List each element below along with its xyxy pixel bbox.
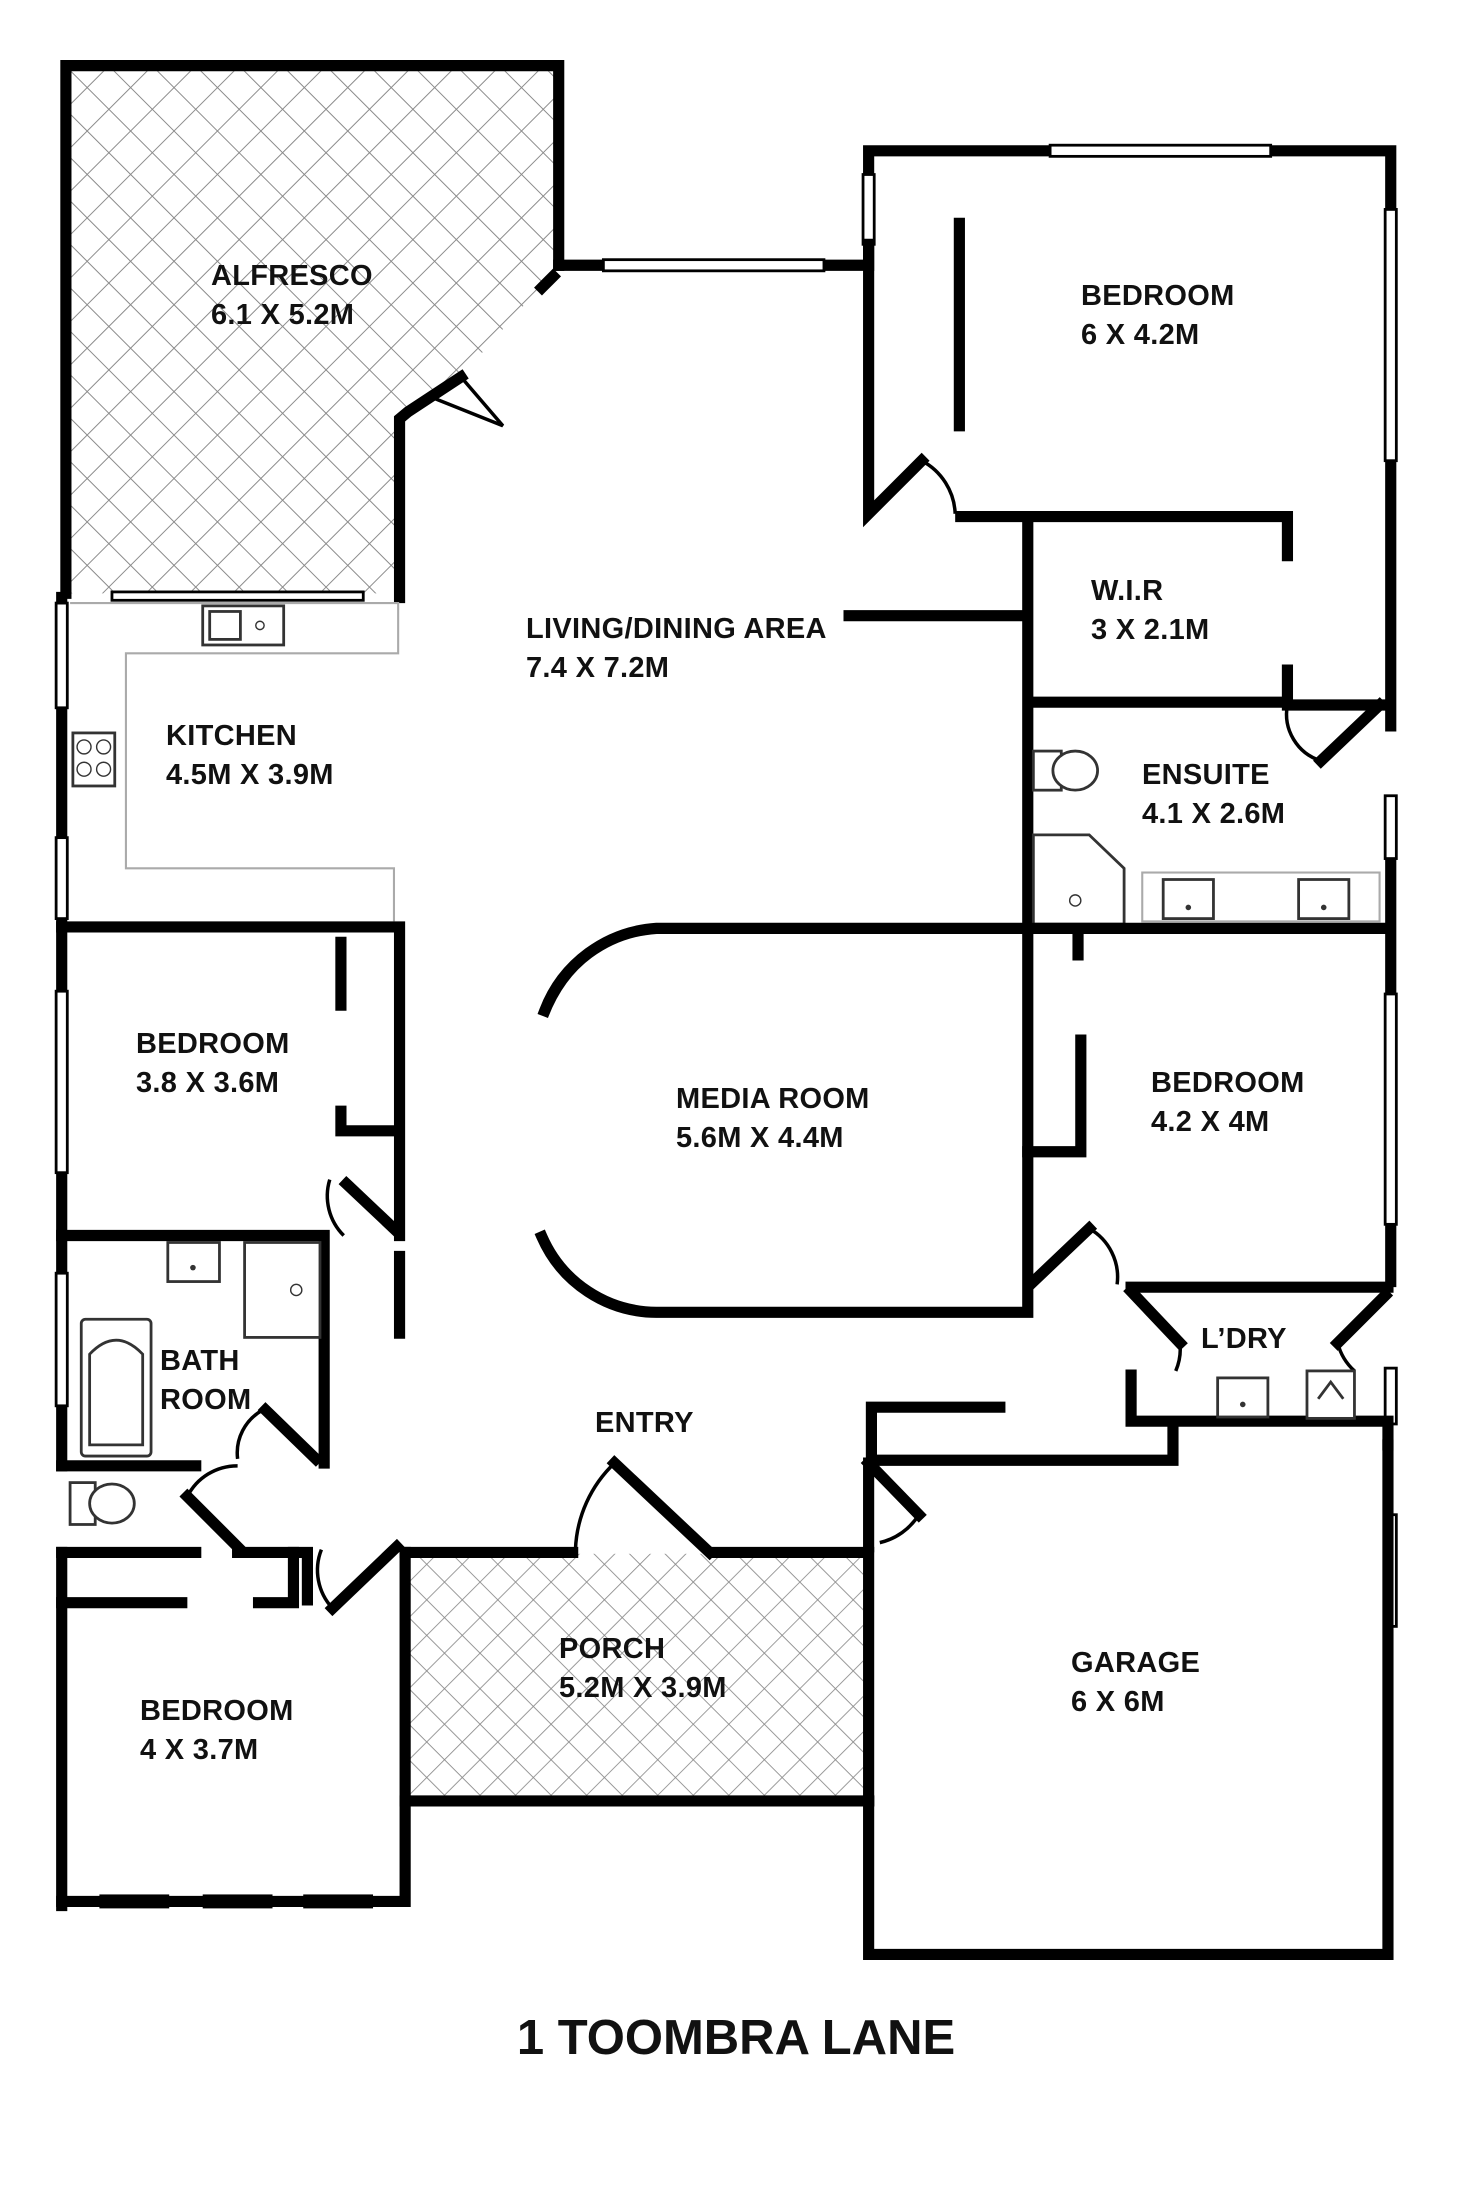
room-name: BEDROOM (1151, 1067, 1305, 1099)
room-label-entry (595, 1404, 694, 1443)
window-kitchen-left-2 (56, 838, 67, 919)
room-label-ensuite (1142, 756, 1285, 834)
door-bed2-leaf (347, 1184, 397, 1231)
room-size: 5.2M X 3.9M (559, 1672, 727, 1704)
room-label-alfresco (211, 257, 373, 335)
room-size: 6.1 X 5.2M (211, 299, 355, 331)
door-entry-leaf (615, 1463, 710, 1552)
room-size: 6 X 6M (1071, 1686, 1165, 1718)
wall-master-bottom (961, 517, 1288, 556)
room-label-wir (1091, 572, 1209, 650)
ensuite-basin-2 (1299, 880, 1349, 919)
door-garage-swing (880, 1515, 919, 1543)
ensuite-basin-1 (1163, 880, 1213, 919)
room-name-line2: ROOM (160, 1384, 252, 1416)
wall-master-left (869, 244, 922, 513)
ensuite-shower (1033, 835, 1124, 924)
door-bed2-swing (327, 1180, 343, 1236)
door-bed4-swing (317, 1550, 332, 1609)
room-name: KITCHEN (166, 720, 297, 752)
window-bed2-left (56, 991, 67, 1172)
room-size: 3.8 X 3.6M (136, 1067, 280, 1099)
room-label-living (526, 610, 827, 688)
laundry-washer (1307, 1371, 1354, 1418)
room-name: ENTRY (595, 1407, 694, 1439)
window-living-top (603, 260, 824, 271)
room-name: ALFRESCO (211, 260, 373, 292)
room-name: LIVING/DINING AREA (526, 613, 827, 645)
room-name: PORCH (559, 1633, 666, 1665)
door-entry-swing (575, 1463, 614, 1550)
room-size: 4.5M X 3.9M (166, 759, 334, 791)
window-kitchen-left-1 (56, 603, 67, 708)
door-wir-swing (1287, 705, 1321, 761)
bath-tub (81, 1319, 151, 1456)
room-name: MEDIA ROOM (676, 1083, 870, 1115)
outer-wall-top (559, 151, 1391, 265)
room-name: ENSUITE (1142, 759, 1270, 791)
wall-bed3 (1033, 1229, 1388, 1288)
door-ensuite-leaf (1321, 705, 1380, 761)
room-label-garage (1071, 1644, 1200, 1722)
room-name: L’DRY (1201, 1323, 1287, 1355)
room-name: BEDROOM (1081, 280, 1235, 312)
room-label-media (676, 1080, 870, 1158)
window-bed3-right (1385, 994, 1396, 1224)
window-master-left (863, 175, 874, 245)
wc-toilet (70, 1483, 134, 1525)
ensuite-toilet (1033, 751, 1097, 790)
plan-title: 1 TOOMBRA LANE (516, 2011, 956, 2065)
room-size: 3 X 2.1M (1091, 614, 1210, 646)
window-master-right (1385, 209, 1396, 460)
room-size: 4 X 3.7M (140, 1734, 259, 1766)
room-name: GARAGE (1071, 1647, 1201, 1679)
room-name: BEDROOM (140, 1695, 294, 1727)
room-size: 6 X 4.2M (1081, 319, 1200, 351)
room-name-line1: BATH (160, 1345, 240, 1377)
window-ensuite-right (1385, 796, 1396, 859)
room-size: 4.1 X 2.6M (1142, 798, 1286, 830)
window-kitchen-top (112, 592, 363, 600)
room-label-laundry (1201, 1320, 1287, 1359)
door-laundry-leaf-1 (1131, 1291, 1180, 1343)
door-master-swing (922, 461, 956, 514)
room-name: W.I.R (1091, 575, 1164, 607)
room-label-bedroom-3 (1151, 1064, 1305, 1142)
room-name: BEDROOM (136, 1028, 290, 1060)
laundry-tub (1218, 1378, 1268, 1417)
kitchen-sink (203, 606, 284, 645)
room-label-kitchen (166, 717, 334, 795)
door-bed3-swing (1089, 1229, 1117, 1285)
wall-bed2 (62, 927, 400, 1333)
room-size: 5.6M X 4.4M (676, 1122, 844, 1154)
window-master-top (1050, 145, 1271, 156)
bath-shower (245, 1242, 320, 1337)
door-bed4-leaf (333, 1547, 397, 1608)
room-size: 7.4 X 7.2M (526, 652, 670, 684)
door-laundry-leaf-2 (1338, 1296, 1385, 1343)
bath-basin (168, 1242, 220, 1281)
cooktop (73, 733, 115, 786)
room-label-master-bedroom (1081, 277, 1235, 355)
room-size: 4.2 X 4M (1151, 1106, 1270, 1138)
door-bath-leaf (266, 1410, 316, 1459)
room-label-bath (160, 1342, 251, 1420)
wall-media-robe (1028, 935, 1081, 1151)
room-label-porch (559, 1630, 727, 1708)
window-bath-left (56, 1273, 67, 1406)
room-label-bedroom-4 (140, 1692, 294, 1770)
door-wc-leaf (187, 1497, 237, 1547)
wall-wc (62, 1552, 308, 1599)
room-label-bedroom-2 (136, 1025, 290, 1103)
